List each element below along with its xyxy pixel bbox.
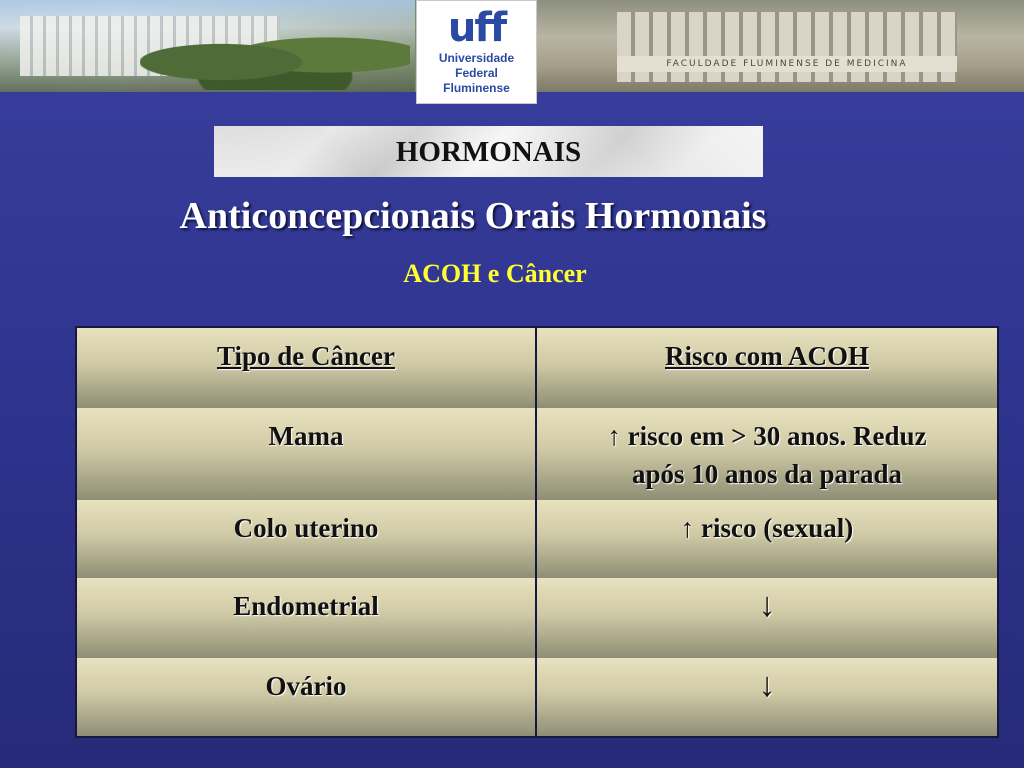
- faculty-building-photo: [537, 0, 1024, 92]
- building-sign: FACULDADE FLUMINENSE DE MEDICINA: [617, 56, 957, 72]
- cell-type: Mama: [77, 408, 537, 500]
- header-risk-label: Risco com ACOH: [665, 341, 869, 371]
- uff-logo: [416, 0, 537, 104]
- cancer-risk-table: [75, 326, 999, 738]
- campus-photo: [0, 0, 415, 92]
- cell-risk: [537, 578, 997, 658]
- slide-title: Anticoncepcionais Orais Hormonais: [179, 195, 767, 237]
- cell-risk-line: após 10 anos da parada: [631, 459, 903, 489]
- cell-risk: [537, 408, 997, 500]
- logo-line-3: Fluminense: [443, 81, 510, 95]
- logo-line-2: Federal: [455, 66, 498, 80]
- slide-subtitle: ACOH e Câncer: [403, 259, 587, 288]
- table-row: [77, 408, 997, 500]
- logo-line-1: Universidade: [438, 51, 515, 65]
- down-arrow-icon: ↓: [758, 667, 776, 704]
- table-header-row: [77, 328, 997, 408]
- section-title: HORMONAIS: [395, 136, 582, 168]
- cell-risk-line: ↑ risco em > 30 anos. Reduz: [607, 421, 927, 451]
- uff-logo-mark: uff: [447, 5, 506, 51]
- header-cell-risk: [537, 328, 997, 408]
- down-arrow-icon: ↓: [758, 587, 776, 624]
- section-title-box: [214, 126, 763, 177]
- cell-type: Endometrial: [77, 578, 537, 658]
- table-row: [77, 658, 997, 736]
- header-cell-type: [77, 328, 537, 408]
- header-type-label: Tipo de Câncer: [216, 341, 395, 371]
- cell-risk: [537, 658, 997, 736]
- campus-trees-image: [140, 20, 410, 90]
- cell-type: Colo uterino: [77, 500, 537, 578]
- cell-type: Ovário: [77, 658, 537, 736]
- table-row: [77, 500, 997, 578]
- cell-risk: ↑ risco (sexual): [537, 500, 997, 578]
- table-row: [77, 578, 997, 658]
